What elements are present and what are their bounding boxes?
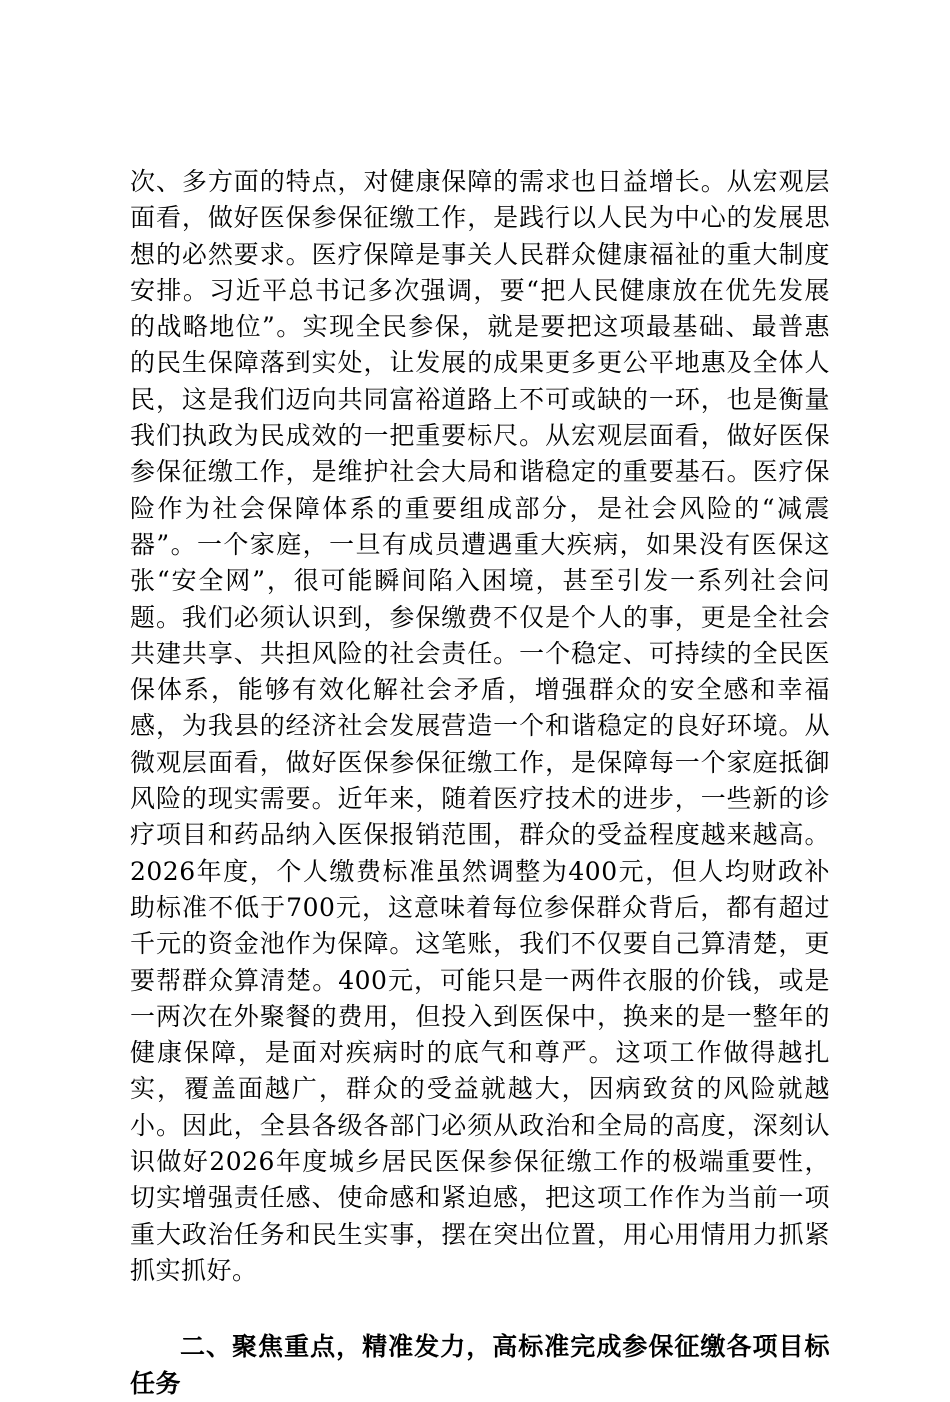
section-heading: 二、聚焦重点，精准发力，高标准完成参保征缴各项目标任务 [130,1332,830,1398]
body-paragraph: 次、多方面的特点，对健康保障的需求也日益增长。从宏观层面看，做好医保参保征缴工作，是践行以人民为中心的发展思想的必然要求。医疗保障是事关人民群众健康福祉的重大制度安排。习近平总书记多次强调，要“把人民健康放在优先发展的战略地位”。实现全民参保，就是要把这项最基础、最普惠的民生保障落到实处，让发展的成果更多更公平地惠及全体人民，这是我们迈向共同富裕道路上不可或缺的一环，也是衡量我们执政为民成效的一把重要标尺。从宏观层面看，做好医保参保征缴工作，是维护社会大局和谐稳定的重要基石。医疗保险作为社会保障体系的重要组成部分，是社会风险的“减震器”。一个家庭，一旦有成员遭遇重大疾病，如果没有医保这张“安全网”，很可能瞬间陷入困境，甚至引发一系列社会问题。我们必须认识到，参保缴费不仅是个人的事，更是全社会共建共享、共担风险的社会责任。一个稳定、可持续的全民医保体系，能够有效化解社会矛盾，增强群众的安全感和幸福感，为我县的经济社会发展营造一个和谐稳定的良好环境。从微观层面看，做好医保参保征缴工作，是保障每一个家庭抵御风险的现实需要。近年来，随着医疗技术的进步，一些新的诊疗项目和药品纳入医保报销范围，群众的受益程度越来越高。2026年度，个人缴费标准虽然调整为400元，但人均财政补助标准不低于700元，这意味着每位参保群众背后，都有超过千元的资金池作为保障。这笔账，我们不仅要自己算清楚，更要帮群众算清楚。400元，可能只是一两件衣服的价钱，或是一两次在外聚餐的费用，但投入到医保中，换来的是一整年的健康保障，是面对疾病时的底气和尊严。这项工作做得越扎实，覆盖面越广，群众的受益就越大，因病致贫的风险就越小。因此，全县各级各部门必须从政治和全局的高度，深刻认识做好2026年度城乡居民医保参保征缴工作的极端重要性，切实增强责任感、使命感和紧迫感，把这项工作作为当前一项重大政治任务和民生实事，摆在突出位置，用心用情用力抓紧抓实抓好。 [130,167,830,1285]
document-content [130,164,830,1402]
